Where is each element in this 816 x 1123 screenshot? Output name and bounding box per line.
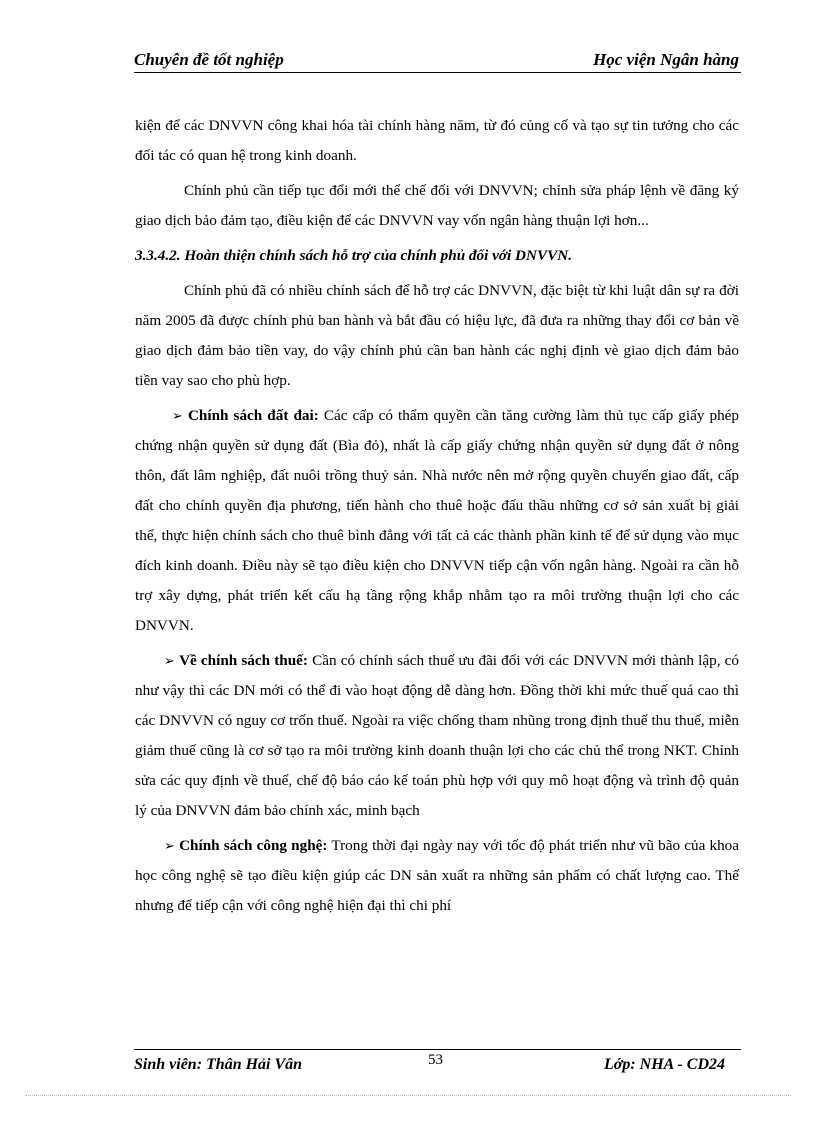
header-title-right: Học viện Ngân hàng bbox=[593, 50, 739, 69]
page-header bbox=[134, 48, 741, 73]
section-heading: 3.3.4.2. Hoàn thiện chính sách hỗ trợ của chính phủ đối với DNVVN. bbox=[135, 247, 573, 264]
bullet-text: Trong thời đại ngày nay với tốc độ phát triển như vũ bão của khoa học công nghệ sẽ tạo điều kiện giúp các DN sản xuất ra những sản phẩm có chất lượng cao. Thế nhưng để tiếp cận với công nghệ hiện đại thì chi phí bbox=[135, 837, 739, 914]
page-body bbox=[135, 111, 739, 926]
header-title-left: Chuyên đề tốt nghiệp bbox=[134, 50, 284, 69]
bullet-technology-policy bbox=[135, 831, 739, 921]
page-bottom-divider bbox=[25, 1095, 791, 1096]
bullet-text: Cần có chính sách thuế ưu đãi đối với các DNVVN mới thành lập, có như vậy thì các DN mới có thể đi vào hoạt động dễ dàng hơn. Đồng thời khi mức thuế quá cao thì các DNVVN có nguy cơ trốn thuế. Ngoài ra việc chống tham nhũng trong định thuế thu thuế, miễn giảm thuế cũng là cơ sở tạo ra môi trường kinh doanh thuận lợi cho các chủ thể trong NKT. Chỉnh sửa các quy định về thuế, chế độ báo cáo kế toán phù hợp với quy mô hoạt động và trình độ quản lý của DNVVN đảm bảo chính xác, minh bạch bbox=[135, 652, 739, 819]
page-number: 53 bbox=[428, 1052, 443, 1068]
bullet-arrow-icon: ➢ bbox=[172, 408, 183, 423]
bullet-tax-policy bbox=[135, 646, 739, 826]
paragraph-policy-intro: Chính phủ đã có nhiều chính sách để hỗ trợ các DNVVN, đặc biệt từ khi luật dân sự ra đời năm 2005 đã được chính phủ ban hành và bắt đầu có hiệu lực, đã đưa ra những thay đổi cơ bản về giao dịch đảm bảo tiền vay, do vậy chính phủ cần ban hành các nghị định vè giao dịch đảm bảo tiền vay sao cho phù hợp. bbox=[135, 282, 739, 389]
bullet-land-policy bbox=[135, 401, 739, 641]
bullet-label: Chính sách công nghệ: bbox=[179, 837, 328, 854]
paragraph-reform: Chính phủ cần tiếp tục đổi mới thể chế đối với DNVVN; chỉnh sửa pháp lệnh về đăng ký giao dịch bảo đảm tạo, điều kiện để các DNVVN vay vốn ngân hàng thuận lợi hơn... bbox=[135, 182, 739, 229]
bullet-arrow-icon: ➢ bbox=[164, 838, 175, 853]
footer-class: Lớp: NHA - CD24 bbox=[603, 1056, 725, 1073]
bullet-label: Về chính sách thuế: bbox=[179, 652, 308, 669]
bullet-text: Các cấp có thẩm quyền cần tăng cường làm thủ tục cấp giấy phép chứng nhận quyền sử dụng đất (Bìa đỏ), nhất là cấp giấy chứng nhận quyền sử dụng đất ở nông thôn, đất lâm nghiệp, đất nuôi trồng thuỷ sản. Nhà nước nên mở rộng quyền chuyển giao đất, cấp đất cho chính quyền địa phương, tiến hành cho thuê hoặc đấu thầu những cơ sở sản xuất bị giải thể, thực hiện chính sách cho thuê bình đẳng với tất cả các thành phần kinh tế để sử dụng vào mục đích kinh doanh. Điều này sẽ tạo điều kiện cho DNVVN tiếp cận vốn ngân hàng. Ngoài ra cần hỗ trợ xây dựng, phát triển kết cấu hạ tầng rộng khắp nhằm tạo ra môi trường thuận lợi cho các DNVVN. bbox=[135, 407, 739, 634]
footer-student: Sinh viên: Thân Hải Vân bbox=[134, 1056, 303, 1073]
bullet-label: Chính sách đất đai: bbox=[187, 407, 319, 424]
bullet-arrow-icon: ➢ bbox=[164, 653, 175, 668]
page-footer bbox=[134, 1049, 741, 1080]
paragraph-continuation: kiện để các DNVVN công khai hóa tài chính hàng năm, từ đó củng cố và tạo sự tin tưởng cho các đối tác có quan hệ trong kinh doanh. bbox=[135, 117, 739, 164]
